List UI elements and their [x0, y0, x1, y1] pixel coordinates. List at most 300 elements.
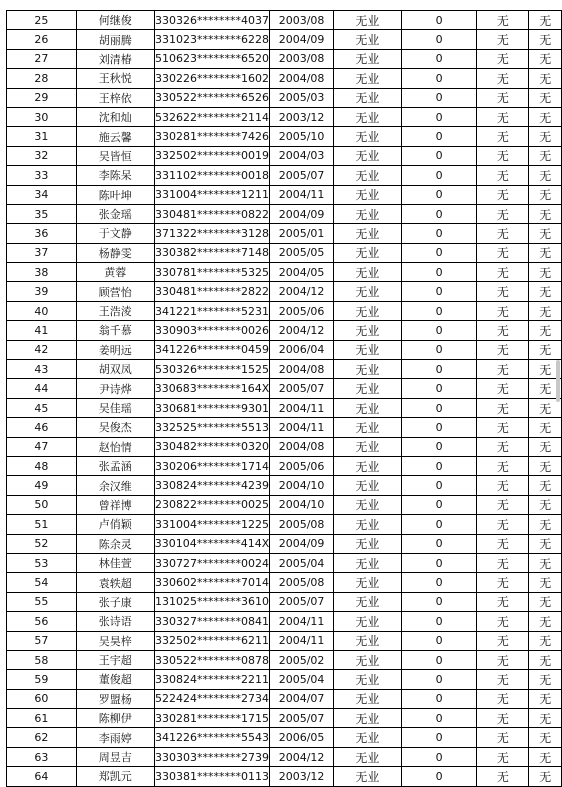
- column-7-cell: 无: [477, 437, 529, 456]
- column-7-cell: 无: [477, 146, 529, 165]
- column-8-cell: 无: [529, 592, 562, 611]
- column-7-cell: 无: [477, 30, 529, 49]
- count-cell: 0: [401, 146, 476, 165]
- id-number-cell: 230822********0025: [154, 495, 270, 514]
- table-row: [7, 107, 562, 126]
- column-8-cell: 无: [529, 127, 562, 146]
- name-cell: 卢俏颖: [76, 515, 154, 534]
- id-number-cell: 330303********2739: [154, 747, 270, 766]
- id-number-cell: 330727********0024: [154, 553, 270, 572]
- date-cell: 2005/08: [270, 515, 334, 534]
- column-7-cell: 无: [477, 515, 529, 534]
- row-number-cell: 64: [7, 767, 77, 786]
- row-number-cell: 63: [7, 747, 77, 766]
- row-number-cell: 25: [7, 11, 77, 30]
- table-row: [7, 689, 562, 708]
- status-cell: 无业: [333, 360, 401, 379]
- column-7-cell: 无: [477, 534, 529, 553]
- row-number-cell: 42: [7, 340, 77, 359]
- row-number-cell: 47: [7, 437, 77, 456]
- id-number-cell: 131025********3610: [154, 592, 270, 611]
- column-7-cell: 无: [477, 631, 529, 650]
- status-cell: 无业: [333, 379, 401, 398]
- name-cell: 张金瑶: [76, 204, 154, 223]
- status-cell: 无业: [333, 689, 401, 708]
- count-cell: 0: [401, 49, 476, 68]
- name-cell: 余汉维: [76, 476, 154, 495]
- date-cell: 2004/08: [270, 360, 334, 379]
- date-cell: 2005/10: [270, 127, 334, 146]
- status-cell: 无业: [333, 670, 401, 689]
- column-8-cell: 无: [529, 166, 562, 185]
- table-row: [7, 534, 562, 553]
- date-cell: 2004/12: [270, 747, 334, 766]
- name-cell: 黄蓉: [76, 263, 154, 282]
- row-number-cell: 57: [7, 631, 77, 650]
- column-8-cell: 无: [529, 340, 562, 359]
- row-number-cell: 32: [7, 146, 77, 165]
- status-cell: 无业: [333, 224, 401, 243]
- status-cell: 无业: [333, 321, 401, 340]
- column-7-cell: 无: [477, 728, 529, 747]
- status-cell: 无业: [333, 456, 401, 475]
- name-cell: 施云馨: [76, 127, 154, 146]
- name-cell: 刘清椿: [76, 49, 154, 68]
- status-cell: 无业: [333, 166, 401, 185]
- id-number-cell: 341221********5231: [154, 301, 270, 320]
- id-number-cell: 341226********5543: [154, 728, 270, 747]
- id-number-cell: 331023********6228: [154, 30, 270, 49]
- column-8-cell: 无: [529, 88, 562, 107]
- count-cell: 0: [401, 418, 476, 437]
- date-cell: 2005/05: [270, 243, 334, 262]
- column-8-cell: 无: [529, 747, 562, 766]
- status-cell: 无业: [333, 127, 401, 146]
- row-number-cell: 38: [7, 263, 77, 282]
- row-number-cell: 49: [7, 476, 77, 495]
- name-cell: 董俊超: [76, 670, 154, 689]
- name-cell: 翁千慕: [76, 321, 154, 340]
- column-8-cell: 无: [529, 185, 562, 204]
- count-cell: 0: [401, 573, 476, 592]
- count-cell: 0: [401, 456, 476, 475]
- count-cell: 0: [401, 166, 476, 185]
- id-number-cell: 371322********3128: [154, 224, 270, 243]
- count-cell: 0: [401, 728, 476, 747]
- column-7-cell: 无: [477, 495, 529, 514]
- name-cell: 陈柳伊: [76, 709, 154, 728]
- column-8-cell: 无: [529, 11, 562, 30]
- id-number-cell: 332525********5513: [154, 418, 270, 437]
- id-number-cell: 332502********6211: [154, 631, 270, 650]
- count-cell: 0: [401, 360, 476, 379]
- table-row: [7, 11, 562, 30]
- count-cell: 0: [401, 709, 476, 728]
- id-number-cell: 330481********2822: [154, 282, 270, 301]
- date-cell: 2005/02: [270, 650, 334, 669]
- row-number-cell: 27: [7, 49, 77, 68]
- column-7-cell: 无: [477, 418, 529, 437]
- status-cell: 无业: [333, 11, 401, 30]
- id-number-cell: 330226********1602: [154, 69, 270, 88]
- id-number-cell: 330327********0841: [154, 612, 270, 631]
- column-7-cell: 无: [477, 11, 529, 30]
- column-7-cell: 无: [477, 612, 529, 631]
- column-7-cell: 无: [477, 709, 529, 728]
- table-row: [7, 456, 562, 475]
- name-cell: 曾祥博: [76, 495, 154, 514]
- count-cell: 0: [401, 398, 476, 417]
- id-number-cell: 330104********414X: [154, 534, 270, 553]
- name-cell: 吴俊杰: [76, 418, 154, 437]
- column-7-cell: 无: [477, 49, 529, 68]
- table-row: [7, 379, 562, 398]
- date-cell: 2005/07: [270, 592, 334, 611]
- date-cell: 2004/08: [270, 69, 334, 88]
- status-cell: 无业: [333, 146, 401, 165]
- table-row: [7, 515, 562, 534]
- column-7-cell: 无: [477, 456, 529, 475]
- name-cell: 罗盟杨: [76, 689, 154, 708]
- table-row: [7, 243, 562, 262]
- table-row: [7, 185, 562, 204]
- status-cell: 无业: [333, 631, 401, 650]
- status-cell: 无业: [333, 592, 401, 611]
- status-cell: 无业: [333, 747, 401, 766]
- name-cell: 王秋悦: [76, 69, 154, 88]
- column-7-cell: 无: [477, 670, 529, 689]
- row-number-cell: 54: [7, 573, 77, 592]
- table-row: [7, 631, 562, 650]
- table-row: [7, 49, 562, 68]
- row-number-cell: 39: [7, 282, 77, 301]
- id-number-cell: 330522********0878: [154, 650, 270, 669]
- column-7-cell: 无: [477, 166, 529, 185]
- status-cell: 无业: [333, 69, 401, 88]
- count-cell: 0: [401, 612, 476, 631]
- table-row: [7, 69, 562, 88]
- count-cell: 0: [401, 592, 476, 611]
- id-number-cell: 532622********2114: [154, 107, 270, 126]
- table-row: [7, 360, 562, 379]
- count-cell: 0: [401, 263, 476, 282]
- id-number-cell: 522424********2734: [154, 689, 270, 708]
- date-cell: 2004/09: [270, 534, 334, 553]
- date-cell: 2004/07: [270, 689, 334, 708]
- column-8-cell: 无: [529, 379, 562, 398]
- count-cell: 0: [401, 340, 476, 359]
- row-number-cell: 36: [7, 224, 77, 243]
- row-number-cell: 53: [7, 553, 77, 572]
- count-cell: 0: [401, 321, 476, 340]
- table-row: [7, 88, 562, 107]
- name-cell: 袁轶超: [76, 573, 154, 592]
- name-cell: 张孟涵: [76, 456, 154, 475]
- id-number-cell: 330382********7148: [154, 243, 270, 262]
- row-number-cell: 31: [7, 127, 77, 146]
- status-cell: 无业: [333, 767, 401, 786]
- date-cell: 2005/06: [270, 456, 334, 475]
- column-8-cell: 无: [529, 670, 562, 689]
- name-cell: 吴昊梓: [76, 631, 154, 650]
- date-cell: 2004/10: [270, 495, 334, 514]
- id-number-cell: 330824********4239: [154, 476, 270, 495]
- row-number-cell: 62: [7, 728, 77, 747]
- row-number-cell: 46: [7, 418, 77, 437]
- status-cell: 无业: [333, 88, 401, 107]
- name-cell: 赵怡情: [76, 437, 154, 456]
- column-7-cell: 无: [477, 69, 529, 88]
- table-row: [7, 224, 562, 243]
- column-7-cell: 无: [477, 573, 529, 592]
- row-number-cell: 60: [7, 689, 77, 708]
- date-cell: 2005/04: [270, 670, 334, 689]
- row-number-cell: 34: [7, 185, 77, 204]
- row-number-cell: 37: [7, 243, 77, 262]
- roster-table: [6, 10, 562, 787]
- date-cell: 2003/12: [270, 767, 334, 786]
- id-number-cell: 330683********164X: [154, 379, 270, 398]
- column-8-cell: 无: [529, 49, 562, 68]
- status-cell: 无业: [333, 30, 401, 49]
- column-7-cell: 无: [477, 767, 529, 786]
- table-row: [7, 747, 562, 766]
- status-cell: 无业: [333, 282, 401, 301]
- status-cell: 无业: [333, 418, 401, 437]
- name-cell: 沈和灿: [76, 107, 154, 126]
- column-7-cell: 无: [477, 127, 529, 146]
- date-cell: 2005/07: [270, 709, 334, 728]
- date-cell: 2004/08: [270, 437, 334, 456]
- date-cell: 2004/03: [270, 146, 334, 165]
- count-cell: 0: [401, 30, 476, 49]
- date-cell: 2004/09: [270, 30, 334, 49]
- date-cell: 2005/07: [270, 379, 334, 398]
- name-cell: 吴佳瑶: [76, 398, 154, 417]
- column-8-cell: 无: [529, 107, 562, 126]
- date-cell: 2003/12: [270, 107, 334, 126]
- name-cell: 尹诗烨: [76, 379, 154, 398]
- count-cell: 0: [401, 301, 476, 320]
- date-cell: 2004/11: [270, 631, 334, 650]
- table-row: [7, 728, 562, 747]
- date-cell: 2005/03: [270, 88, 334, 107]
- count-cell: 0: [401, 282, 476, 301]
- name-cell: 王浩淩: [76, 301, 154, 320]
- count-cell: 0: [401, 185, 476, 204]
- column-8-cell: 无: [529, 631, 562, 650]
- column-7-cell: 无: [477, 263, 529, 282]
- table-row: [7, 301, 562, 320]
- table-row: [7, 204, 562, 223]
- date-cell: 2004/12: [270, 282, 334, 301]
- count-cell: 0: [401, 204, 476, 223]
- row-number-cell: 48: [7, 456, 77, 475]
- name-cell: 陈叶坤: [76, 185, 154, 204]
- table-row: [7, 495, 562, 514]
- column-8-cell: 无: [529, 515, 562, 534]
- column-8-cell: 无: [529, 418, 562, 437]
- column-7-cell: 无: [477, 204, 529, 223]
- id-number-cell: 330481********0822: [154, 204, 270, 223]
- name-cell: 顾营怡: [76, 282, 154, 301]
- row-number-cell: 30: [7, 107, 77, 126]
- count-cell: 0: [401, 534, 476, 553]
- date-cell: 2005/01: [270, 224, 334, 243]
- id-number-cell: 330781********5325: [154, 263, 270, 282]
- name-cell: 胡双凤: [76, 360, 154, 379]
- count-cell: 0: [401, 650, 476, 669]
- table-row: [7, 553, 562, 572]
- id-number-cell: 332502********0019: [154, 146, 270, 165]
- date-cell: 2006/05: [270, 728, 334, 747]
- table-row: [7, 146, 562, 165]
- status-cell: 无业: [333, 534, 401, 553]
- column-7-cell: 无: [477, 88, 529, 107]
- column-8-cell: 无: [529, 689, 562, 708]
- column-8-cell: 无: [529, 30, 562, 49]
- date-cell: 2005/06: [270, 301, 334, 320]
- column-7-cell: 无: [477, 476, 529, 495]
- column-8-cell: 无: [529, 767, 562, 786]
- id-number-cell: 330326********4037: [154, 11, 270, 30]
- row-number-cell: 43: [7, 360, 77, 379]
- id-number-cell: 330522********6526: [154, 88, 270, 107]
- id-number-cell: 331004********1225: [154, 515, 270, 534]
- count-cell: 0: [401, 437, 476, 456]
- scroll-indicator[interactable]: [556, 360, 560, 402]
- table-row: [7, 263, 562, 282]
- date-cell: 2004/11: [270, 418, 334, 437]
- status-cell: 无业: [333, 340, 401, 359]
- table-row: [7, 282, 562, 301]
- column-8-cell: 无: [529, 612, 562, 631]
- date-cell: 2005/08: [270, 573, 334, 592]
- row-number-cell: 52: [7, 534, 77, 553]
- count-cell: 0: [401, 631, 476, 650]
- table-row: [7, 650, 562, 669]
- id-number-cell: 330281********7426: [154, 127, 270, 146]
- column-7-cell: 无: [477, 321, 529, 340]
- status-cell: 无业: [333, 107, 401, 126]
- table-row: [7, 127, 562, 146]
- id-number-cell: 530326********1525: [154, 360, 270, 379]
- count-cell: 0: [401, 69, 476, 88]
- row-number-cell: 61: [7, 709, 77, 728]
- column-7-cell: 无: [477, 592, 529, 611]
- status-cell: 无业: [333, 398, 401, 417]
- id-number-cell: 330602********7014: [154, 573, 270, 592]
- table-row: [7, 592, 562, 611]
- id-number-cell: 330482********0320: [154, 437, 270, 456]
- column-7-cell: 无: [477, 185, 529, 204]
- name-cell: 杨静雯: [76, 243, 154, 262]
- row-number-cell: 26: [7, 30, 77, 49]
- status-cell: 无业: [333, 573, 401, 592]
- column-7-cell: 无: [477, 243, 529, 262]
- table-row: [7, 670, 562, 689]
- name-cell: 郑凯元: [76, 767, 154, 786]
- count-cell: 0: [401, 495, 476, 514]
- name-cell: 周昱吉: [76, 747, 154, 766]
- row-number-cell: 41: [7, 321, 77, 340]
- count-cell: 0: [401, 553, 476, 572]
- date-cell: 2004/10: [270, 476, 334, 495]
- id-number-cell: 341226********0459: [154, 340, 270, 359]
- table-row: [7, 476, 562, 495]
- count-cell: 0: [401, 747, 476, 766]
- column-7-cell: 无: [477, 107, 529, 126]
- count-cell: 0: [401, 689, 476, 708]
- column-8-cell: 无: [529, 282, 562, 301]
- count-cell: 0: [401, 88, 476, 107]
- row-number-cell: 28: [7, 69, 77, 88]
- column-7-cell: 无: [477, 398, 529, 417]
- date-cell: 2004/11: [270, 398, 334, 417]
- date-cell: 2005/07: [270, 166, 334, 185]
- column-7-cell: 无: [477, 747, 529, 766]
- name-cell: 王梓依: [76, 88, 154, 107]
- date-cell: 2006/04: [270, 340, 334, 359]
- date-cell: 2004/11: [270, 185, 334, 204]
- column-7-cell: 无: [477, 282, 529, 301]
- column-8-cell: 无: [529, 553, 562, 572]
- status-cell: 无业: [333, 437, 401, 456]
- status-cell: 无业: [333, 650, 401, 669]
- status-cell: 无业: [333, 185, 401, 204]
- column-8-cell: 无: [529, 243, 562, 262]
- column-8-cell: 无: [529, 301, 562, 320]
- row-number-cell: 51: [7, 515, 77, 534]
- status-cell: 无业: [333, 204, 401, 223]
- id-number-cell: 330681********9301: [154, 398, 270, 417]
- count-cell: 0: [401, 107, 476, 126]
- column-8-cell: 无: [529, 224, 562, 243]
- id-number-cell: 330281********1715: [154, 709, 270, 728]
- table-row: [7, 612, 562, 631]
- row-number-cell: 55: [7, 592, 77, 611]
- table-row: [7, 321, 562, 340]
- count-cell: 0: [401, 670, 476, 689]
- id-number-cell: 330824********2211: [154, 670, 270, 689]
- count-cell: 0: [401, 127, 476, 146]
- row-number-cell: 40: [7, 301, 77, 320]
- name-cell: 何继俊: [76, 11, 154, 30]
- row-number-cell: 59: [7, 670, 77, 689]
- table-row: [7, 709, 562, 728]
- date-cell: 2005/04: [270, 553, 334, 572]
- column-7-cell: 无: [477, 301, 529, 320]
- name-cell: 吴皆恒: [76, 146, 154, 165]
- count-cell: 0: [401, 243, 476, 262]
- name-cell: 李陈呆: [76, 166, 154, 185]
- status-cell: 无业: [333, 263, 401, 282]
- name-cell: 姜明远: [76, 340, 154, 359]
- status-cell: 无业: [333, 243, 401, 262]
- column-7-cell: 无: [477, 379, 529, 398]
- column-7-cell: 无: [477, 224, 529, 243]
- name-cell: 张子康: [76, 592, 154, 611]
- id-number-cell: 331004********1211: [154, 185, 270, 204]
- row-number-cell: 50: [7, 495, 77, 514]
- id-number-cell: 331102********0018: [154, 166, 270, 185]
- name-cell: 李雨婷: [76, 728, 154, 747]
- table-row: [7, 767, 562, 786]
- column-8-cell: 无: [529, 398, 562, 417]
- column-8-cell: 无: [529, 650, 562, 669]
- column-8-cell: 无: [529, 456, 562, 475]
- column-8-cell: 无: [529, 69, 562, 88]
